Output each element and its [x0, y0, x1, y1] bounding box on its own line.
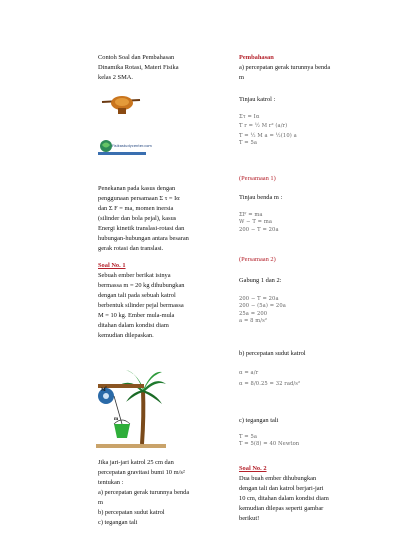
intro-line-2: penggunaan persamaan Σ τ = Iα [98, 195, 180, 202]
katrol-equations [239, 114, 297, 148]
pembahasan-heading: Pembahasan [239, 54, 274, 61]
pulley-bucket-figure [96, 366, 166, 450]
katrol-eq-4: T = 5a [239, 140, 258, 147]
gabung-label: Gabung 1 dan 2: [239, 277, 282, 284]
tinjau-katrol: Tinjau katrol : [239, 96, 276, 103]
soal-2-line-5: berikut! [239, 515, 260, 522]
intro-line-5: Energi kinetik translasi-rotasi dan [98, 225, 185, 232]
persamaan-2-label: (Persamaan 2) [239, 256, 276, 263]
intro-line-7: gerak rotasi dan translasi. [98, 245, 164, 252]
soal-1-line-7: kemudian dilepaskan. [98, 332, 154, 339]
intro-line-4: (silinder dan bola pejal), kasus [98, 215, 177, 222]
gabung-eq-4: a = 8 m/s² [239, 318, 268, 325]
soal-2-line-3: 10 cm, ditahan dalam kondisi diam [239, 495, 329, 502]
katrol-eq-2: T r = ½ M r² (a/r) [239, 123, 288, 130]
part-b-label: b) percepatan sudut katrol [239, 350, 306, 357]
part-c-label: c) tegangan tali [239, 417, 279, 424]
tali-equations [239, 434, 299, 449]
question-line-6: b) percepatan sudut katrol [98, 509, 165, 516]
bucket-label: m [114, 417, 119, 422]
soal-2-line-4: kemudian dilepas seperti gambar [239, 505, 324, 512]
intro-line-3: dan Σ F = ma, momen inersia [98, 205, 174, 212]
katrol-eq-3: T = ½ M a = ½(10) a [239, 132, 297, 139]
gabung-eq-3: 25a = 200 [239, 310, 268, 317]
site-logo [98, 136, 152, 160]
question-line-4: a) percepatan gerak turunnya benda [98, 489, 190, 496]
doc-title-line-2: Dinamika Rotasi, Materi Fisika [98, 64, 179, 71]
question-line-5: m [98, 499, 103, 506]
question-line-3: tentukan : [98, 479, 124, 486]
soal-1-line-1: Sebuah ember berikat isinya [98, 272, 171, 279]
soal-2-line-1: Dua buah ember dihubungkan [239, 475, 317, 482]
katrol-eq-1: Στ = Iα [239, 114, 260, 120]
benda-eq-3: 200 − T = 20a [239, 226, 279, 233]
question-line-7: c) tegangan tali [98, 519, 138, 526]
question-line-1: Jika jari-jari katrol 25 cm dan [98, 459, 174, 466]
soal-1-line-5: M = 10 kg. Ember mula-mula [98, 312, 175, 319]
benda-equations [239, 212, 279, 234]
tali-eq-2: T = 5(8) = 40 Newton [239, 441, 300, 448]
soal-2-heading: Soal No. 2 [239, 465, 267, 472]
soal-1-line-2: bermassa m = 20 kg dihubungkan [98, 282, 185, 289]
gabung-eq-1: 200 − T = 20a [239, 296, 279, 302]
tali-eq-1: T = 5a [239, 434, 258, 440]
rotating-object-illustration [100, 94, 142, 116]
soal-1-line-4: berbentuk silinder pejal bermassa [98, 302, 184, 309]
globe-icon [98, 136, 146, 160]
benda-eq-2: W − T = ma [239, 219, 273, 226]
soal-1-heading: Soal No. 1 [98, 262, 126, 269]
part-a-line-1: a) percepatan gerak turunnya benda [239, 64, 331, 71]
soal-1-line-6: ditahan dalam kondisi diam [98, 322, 169, 329]
logo-text: Fisikastudycenter.com [112, 144, 152, 148]
sudut-eq-1: α = a/r [239, 370, 259, 376]
benda-eq-1: ΣF = ma [239, 212, 263, 218]
tinjau-benda: Tinjau benda m : [239, 194, 283, 201]
persamaan-1-label: (Persamaan 1) [239, 175, 276, 182]
gabung-equations [239, 296, 286, 326]
pulley-label: M [101, 388, 106, 393]
doc-title-line-1: Contoh Soal dan Pembahasan [98, 54, 175, 61]
intro-line-6: hubungan-hubungan antara besaran [98, 235, 189, 242]
intro-line-1: Penekanan pada kasus dengan [98, 185, 176, 192]
question-line-2: percepatan gravitasi bumi 10 m/s² [98, 469, 185, 476]
soal-2-line-2: dengan tali dan katrol berjari-jari [239, 485, 324, 492]
doc-title-line-3: kelas 2 SMA. [98, 74, 133, 81]
soal-1-line-3: dengan tali pada sebuah katrol [98, 292, 176, 299]
sudut-equations [239, 370, 300, 389]
gabung-eq-2: 200 − (5a) = 20a [239, 303, 286, 310]
sudut-eq-2: α = 8/0.25 = 32 rad/s² [239, 381, 301, 388]
part-a-line-2: m [239, 74, 244, 81]
